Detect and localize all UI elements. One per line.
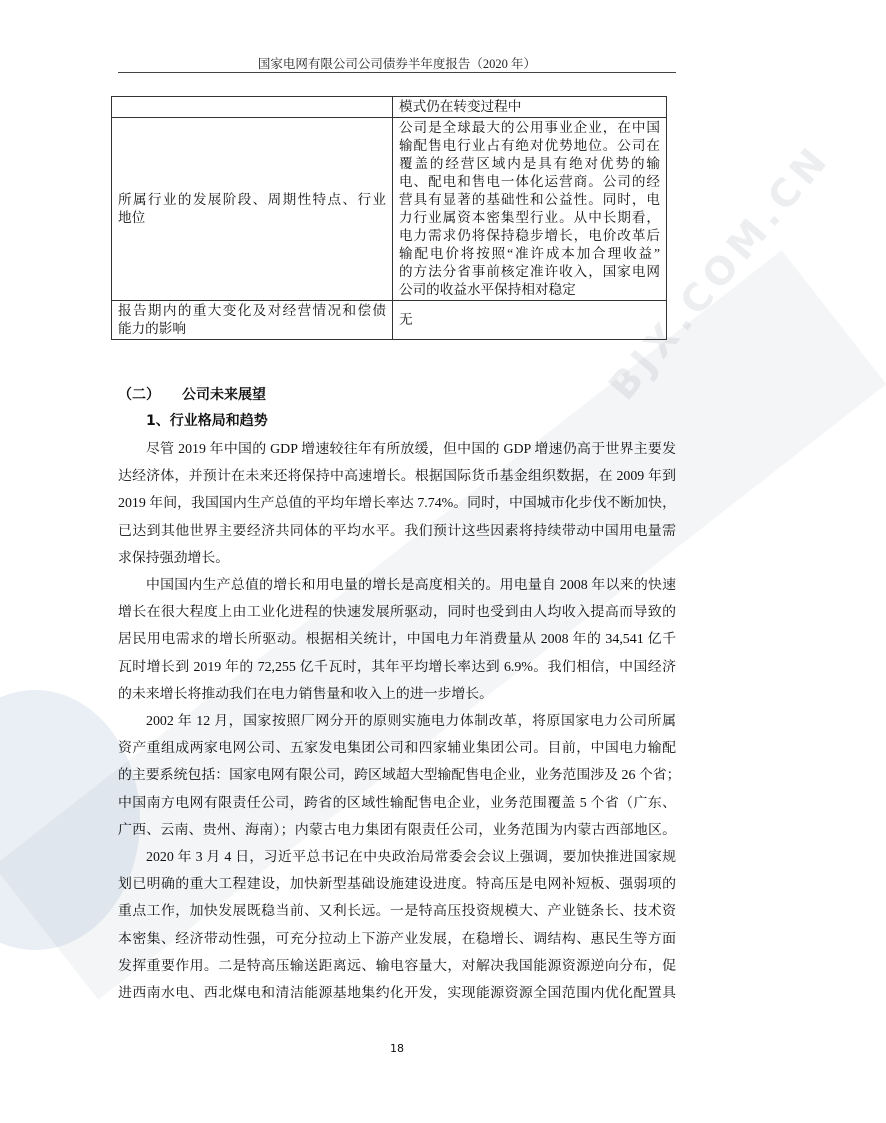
paragraph-line: 广西、云南、贵州、海南）；内蒙古电力集团有限责任公司，业务范围为内蒙古西部地区。 <box>118 822 676 838</box>
header-rule <box>118 72 676 73</box>
info-table <box>111 96 667 340</box>
paragraph <box>118 572 676 708</box>
paragraph-line: 2002 年 12 月，国家按照厂网分开的原则实施电力体制改革，将原国家电力公司所属 <box>146 714 676 730</box>
row-label-cell <box>112 118 393 301</box>
running-header: 国家电网有限公司公司债券半年度报告（2020 年） <box>257 57 537 71</box>
paragraph-line: 达经济体，并预计在未来还将保持中高速增长。根据国际货币基金组织数据，在 2009 年到 <box>118 469 676 485</box>
section-number: （二） <box>118 387 160 403</box>
paragraph-line: 的未来增长将推动我们在电力销售量和收入上的进一步增长。 <box>118 686 494 702</box>
section-title: 公司未来展望 <box>182 387 266 403</box>
cell-line: 地位 <box>118 210 146 225</box>
paragraph <box>118 708 681 844</box>
cell-line: 能力的影响 <box>118 321 186 336</box>
cell-line: 的方法分省事前核定准许收入，国家电网 <box>399 264 660 279</box>
cell-line: 输配售电行业占有绝对优势地位。公司在 <box>399 138 660 153</box>
cell-line: 公司的收益水平保持相对稳定 <box>399 282 576 297</box>
table-row <box>112 97 667 118</box>
paragraph-line: 中国南方电网有限责任公司，跨省的区域性输配售电企业，业务范围覆盖 5 个省（广东、 <box>118 795 676 811</box>
cell-line: 公司是全球最大的公用事业企业，在中国 <box>399 120 660 135</box>
page-number: 18 <box>390 1042 404 1055</box>
paragraph-line: 2020 年 3 月 4 日，习近平总书记在中央政治局常委会会议上强调，要加快推进国家规 <box>146 850 676 866</box>
cell-line: 覆盖的经营区域内是具有绝对优势的输 <box>399 156 660 171</box>
row-value-cell <box>393 118 667 301</box>
paragraph-line: 求保持强劲增长。 <box>118 550 230 566</box>
cell-line: 所属行业的发展阶段、周期性特点、行业 <box>118 192 386 207</box>
row-value-cell <box>393 301 667 340</box>
paragraph-line: 资产重组成两家电网公司、五家发电集团公司和四家辅业集团公司。目前，中国电力输配 <box>118 741 676 757</box>
paragraph-line: 尽管 2019 年中国的 GDP 增速较往年有所放缓，但中国的 GDP 增速仍高于世界主要发 <box>146 442 676 457</box>
paragraph-line: 本密集、经济带动性强，可充分拉动上下游产业发展，在稳增长、调结构、惠民生等方面 <box>118 931 676 947</box>
section-heading <box>118 384 266 404</box>
paragraph-line: 发挥重要作用。二是特高压输送距离远、输电容量大，对解决我国能源资源逆向分布，促 <box>118 958 676 974</box>
paragraph-line: 的主要系统包括：国家电网有限公司，跨区域超大型输配售电企业，业务范围涉及 26 个省； <box>118 768 681 784</box>
body-text <box>118 436 681 1007</box>
paragraph-line: 重点工作，加快发展既稳当前、又利长远。一是特高压投资规模大、产业链条长、技术资 <box>118 904 676 920</box>
paragraph-line: 中国国内生产总值的增长和用电量的增长是高度相关的。用电量自 2008 年以来的快速 <box>146 578 676 594</box>
cell-line: 无 <box>399 312 413 327</box>
cell-line: 模式仍在转变过程中 <box>399 99 522 114</box>
paragraph <box>118 436 676 572</box>
paragraph-line: 2019 年间，我国国内生产总值的平均年增长率达 7.74%。同时，中国城市化步伐不断加快， <box>118 496 676 512</box>
cell-line: 营具有显著的基础性和公益性。同时，电 <box>399 192 660 207</box>
paragraph <box>118 844 676 1007</box>
paragraph-line: 瓦时增长到 2019 年的 72,255 亿千瓦时，其年平均增长率达到 6.9%。我们相信，中国经济 <box>118 659 676 675</box>
cell-line: 报告期内的重大变化及对经营情况和偿债 <box>118 303 386 318</box>
subsection-heading: 1、行业格局和趋势 <box>146 413 268 429</box>
cell-line: 力行业属资本密集型行业。从中长期看， <box>399 210 660 225</box>
watermark-logo: BJX.COM.CN <box>0 0 794 1123</box>
paragraph-line: 划已明确的重大工程建设，加快新型基础设施建设进度。特高压是电网补短板、强弱项的 <box>118 877 676 893</box>
cell-line: 电力需求仍将保持稳步增长，电价改革后 <box>399 228 660 243</box>
paragraph-line: 进西南水电、西北煤电和清洁能源基地集约化开发，实现能源资源全国范围内优化配置具 <box>118 986 676 1002</box>
cell-line: 输配电价将按照“准许成本加合理收益” <box>399 246 660 261</box>
table-row <box>112 118 667 301</box>
paragraph-line: 已达到其他世界主要经济共同体的平均水平。我们预计这些因素将持续带动中国用电量需 <box>118 523 676 539</box>
table-row <box>112 301 667 340</box>
paragraph-line: 居民用电需求的增长所驱动。根据相关统计，中国电力年消费量从 2008 年的 34,541 亿千 <box>118 632 676 648</box>
paragraph-line: 增长在很大程度上由工业化进程的快速发展所驱动，同时也受到由人均收入提高而导致的 <box>118 605 676 621</box>
row-label-cell <box>112 97 393 118</box>
row-label-cell <box>112 301 393 340</box>
row-value-cell <box>393 97 667 118</box>
cell-line: 电、配电和售电一体化运营商。公司的经 <box>399 174 660 189</box>
